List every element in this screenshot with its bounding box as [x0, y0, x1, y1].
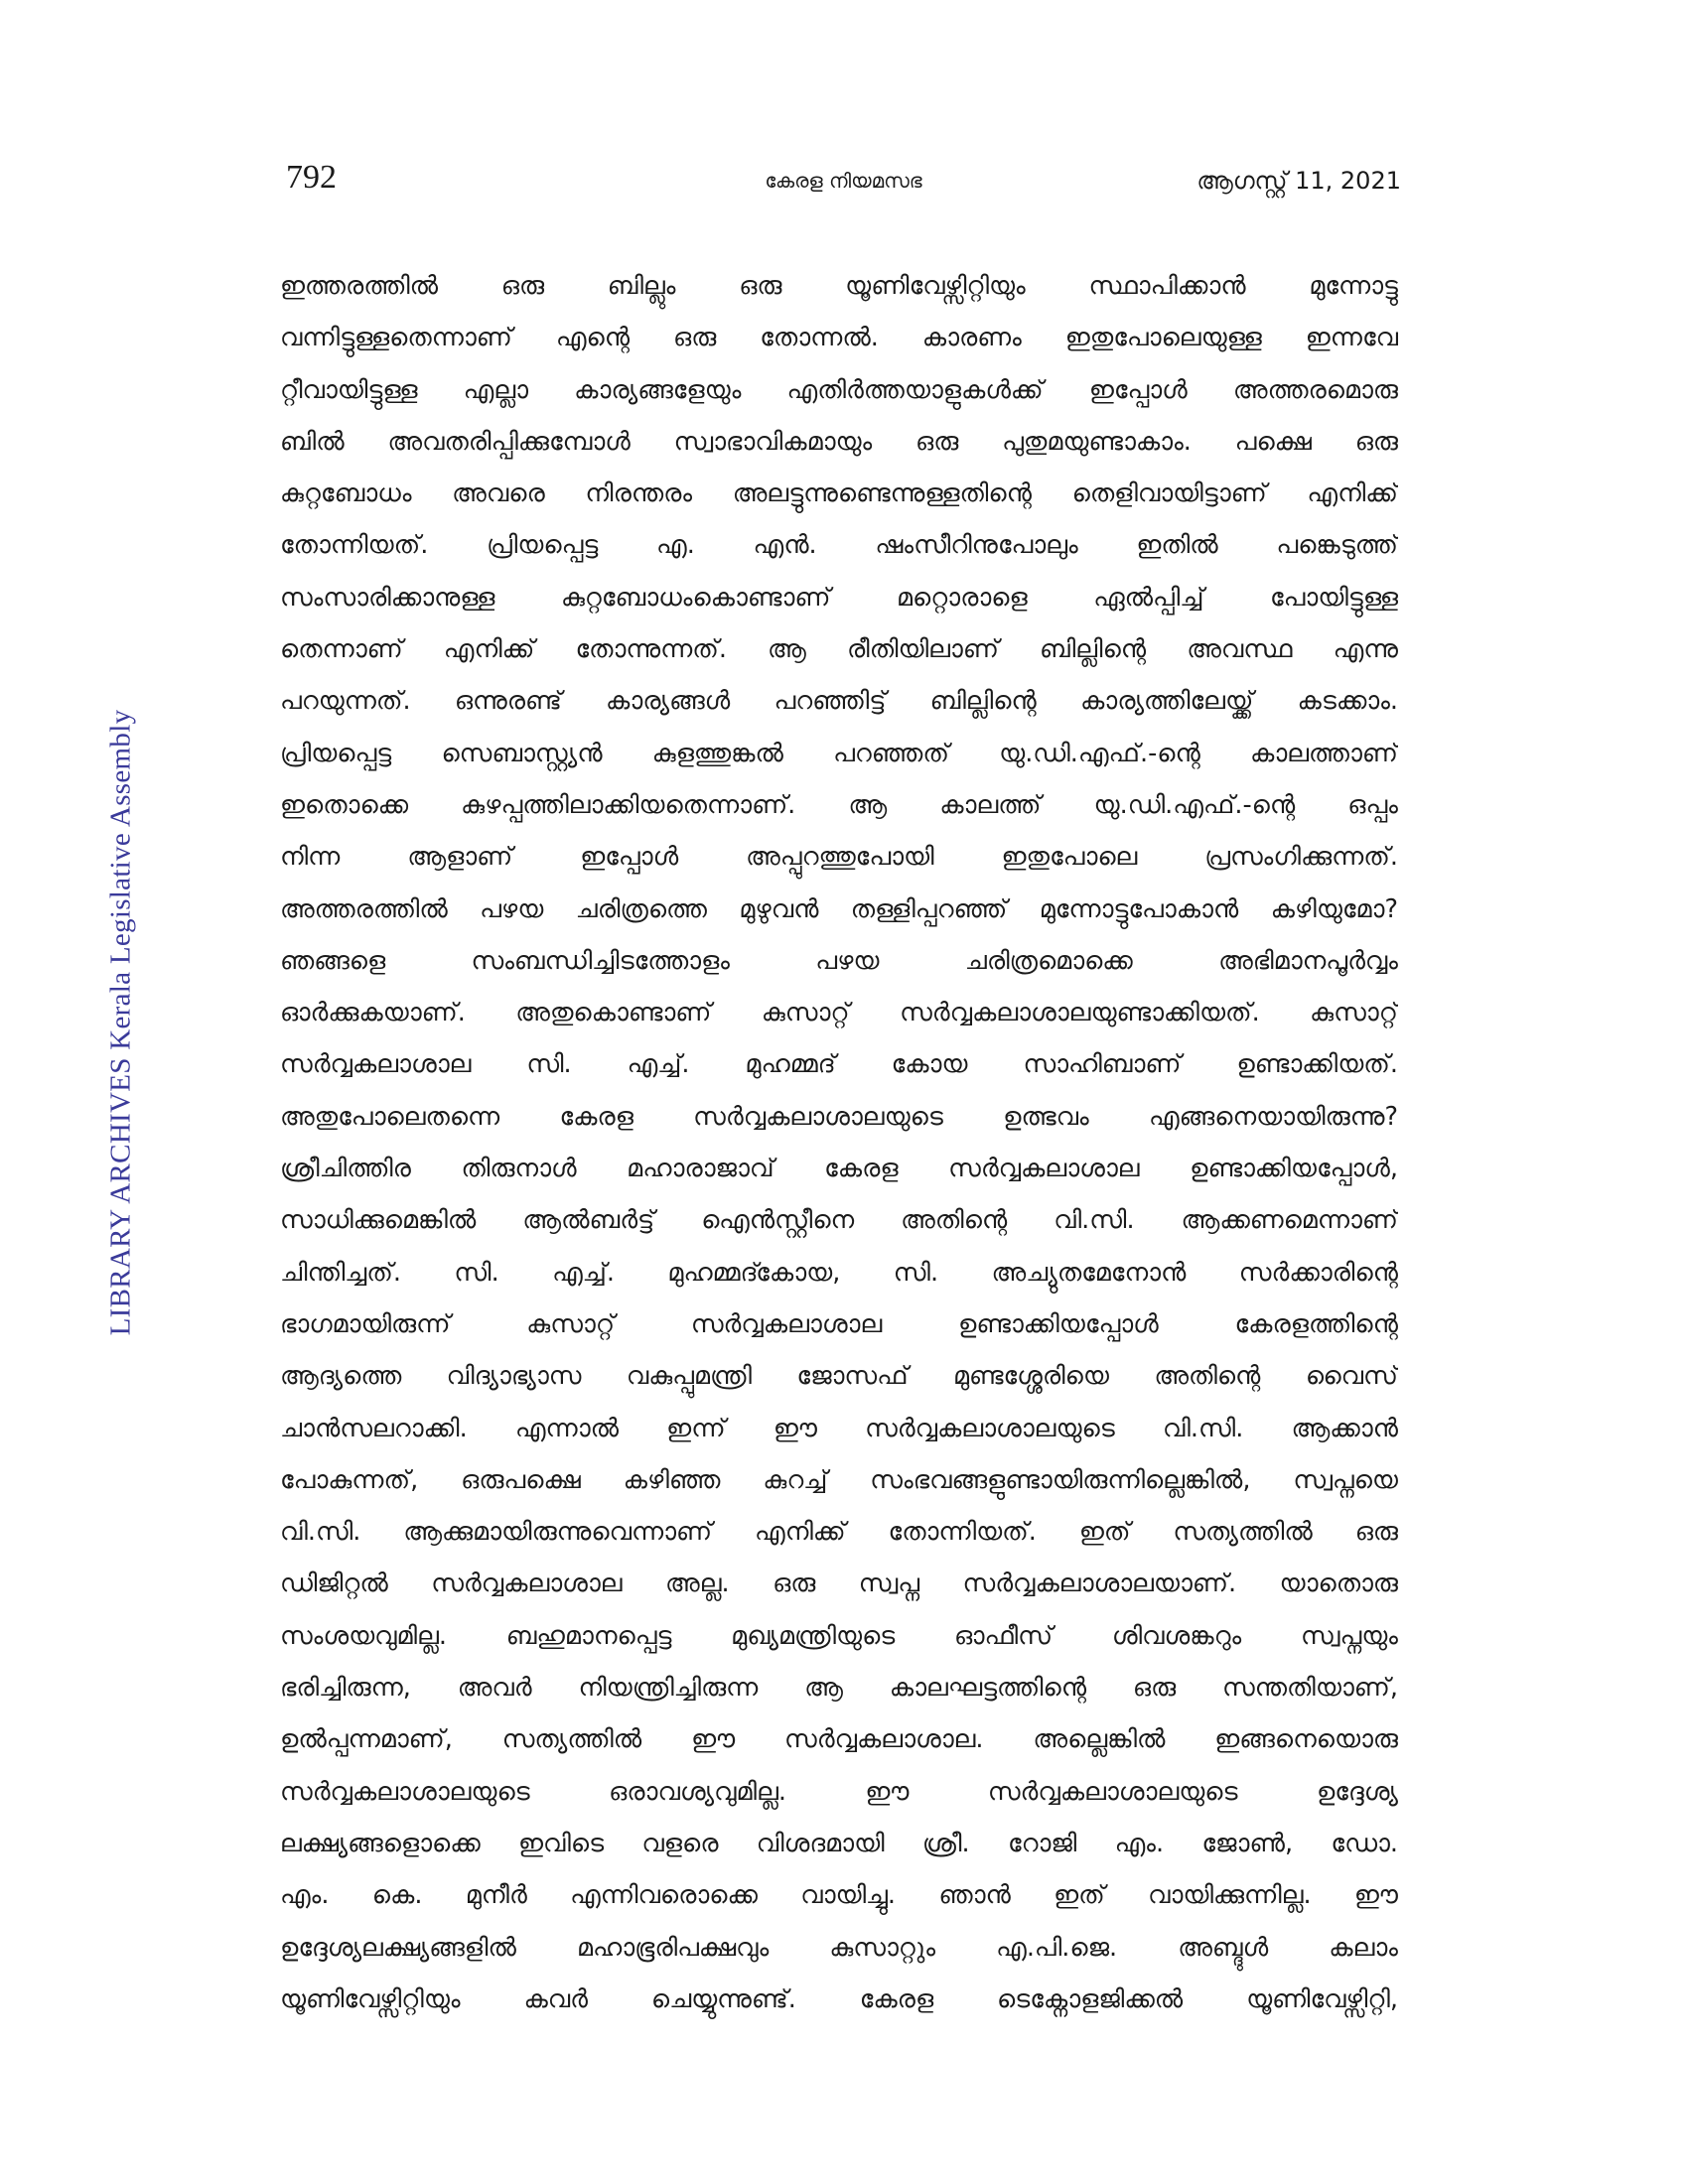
text-line: ഇതൊക്കെ കുഴപ്പത്തിലാക്കിയതെന്നാണ്. ആ കാലത്ത് യു.ഡി.എഫ്.-ന്റെ ഒപ്പം	[280, 789, 1398, 820]
text-line: സർവ്വകലാശാല സി. എച്ച്. മുഹമ്മദ് കോയ സാഹിബാണ് ഉണ്ടാക്കിയത്.	[280, 1049, 1398, 1080]
page-number: 792	[286, 159, 337, 196]
text-line: ഇത്തരത്തിൽ ഒരു ബില്ലും ഒരു യൂണിവേഴ്സിറ്റിയും സ്ഥാപിക്കാൻ മുന്നോട്ടു	[280, 271, 1398, 301]
text-line: അത്തരത്തിൽ പഴയ ചരിത്രത്തെ മുഴുവൻ തള്ളിപ്പറഞ്ഞ് മുന്നോട്ടുപോകാൻ കഴിയുമോ?	[280, 893, 1398, 924]
text-line: സർവ്വകലാശാലയുടെ ഒരാവശ്യവുമില്ല. ഈ സർവ്വകലാശാലയുടെ ഉദ്ദേശ്യ	[280, 1776, 1398, 1807]
text-line: പറയുന്നത്. ഒന്നുരണ്ട് കാര്യങ്ങൾ പറഞ്ഞിട്ട് ബില്ലിന്റെ കാര്യത്തിലേയ്ക്ക് കടക്കാം.	[280, 686, 1398, 717]
text-line: ചാൻസലറാക്കി. എന്നാൽ ഇന്ന് ഈ സർവ്വകലാശാലയുടെ വി.സി. ആക്കാൻ	[280, 1413, 1398, 1443]
text-line: ചിന്തിച്ചത്. സി. എച്ച്. മുഹമ്മദ്കോയ, സി. അച്യുതമേനോൻ സർക്കാരിന്റെ	[280, 1257, 1398, 1288]
text-line: പോകുന്നത്, ഒരുപക്ഷെ കഴിഞ്ഞ കുറച്ച് സംഭവങ്ങളുണ്ടായിരുന്നില്ലെങ്കിൽ, സ്വപ്നയെ	[280, 1464, 1398, 1495]
text-line: സാധിക്കുമെങ്കിൽ ആൽബർട്ട് ഐൻസ്റ്റീനെ അതിന്റെ വി.സി. ആക്കണമെന്നാണ്	[280, 1205, 1398, 1236]
text-line: തെന്നാണ് എനിക്ക് തോന്നുന്നത്. ആ രീതിയിലാണ് ബില്ലിന്റെ അവസ്ഥ എന്നു	[280, 634, 1398, 665]
body-paragraph	[280, 260, 1398, 2025]
text-line: ബിൽ അവതരിപ്പിക്കുമ്പോൾ സ്വാഭാവികമായും ഒരു പുതുമയുണ്ടാകാം. പക്ഷെ ഒരു	[280, 426, 1398, 457]
text-line: ആദ്യത്തെ വിദ്യാഭ്യാസ വകുപ്പുമന്ത്രി ജോസഫ് മുണ്ടശ്ശേരിയെ അതിന്റെ വൈസ്	[280, 1361, 1398, 1392]
text-line: എം. കെ. മുനീർ എന്നിവരൊക്കെ വായിച്ചു. ഞാൻ ഇത് വായിക്കുന്നില്ല. ഈ	[280, 1880, 1398, 1911]
text-line: റ്റീവായിട്ടുള്ള എല്ലാ കാര്യങ്ങളേയും എതിർത്തയാളുകൾക്ക് ഇപ്പോൾ അത്തരമൊരു	[280, 374, 1398, 405]
text-line: ഉൽപ്പന്നമാണ്, സത്യത്തിൽ ഈ സർവ്വകലാശാല. അല്ലെങ്കിൽ ഇങ്ങനെയൊരു	[280, 1724, 1398, 1755]
text-line: പ്രിയപ്പെട്ട സെബാസ്റ്റ്യൻ കുളത്തുങ്കൽ പറഞ്ഞത് യു.ഡി.എഫ്.-ന്റെ കാലത്താണ്	[280, 738, 1398, 768]
text-line: സംശയവുമില്ല. ബഹുമാനപ്പെട്ട മുഖ്യമന്ത്രിയുടെ ഓഫീസ് ശിവശങ്കറും സ്വപ്നയും	[280, 1620, 1398, 1651]
running-title: കേരള നിയമസഭ	[765, 169, 922, 193]
text-line: വന്നിട്ടുള്ളതെന്നാണ് എന്റെ ഒരു തോന്നൽ. കാരണം ഇതുപോലെയുള്ള ഇന്നവേ	[280, 323, 1398, 353]
header-date: ആഗസ്റ്റ് 11, 2021	[1196, 167, 1401, 195]
watermark-text: LIBRARY ARCHIVES Kerala Legislative Assembly	[104, 709, 137, 1336]
text-line: തോന്നിയത്. പ്രിയപ്പെട്ട എ. എൻ. ഷംസീറിനുപോലും ഇതിൽ പങ്കെടുത്ത്	[280, 530, 1398, 561]
text-line: ഞങ്ങളെ സംബന്ധിച്ചിടത്തോളം പഴയ ചരിത്രമൊക്കെ അഭിമാനപൂർവ്വം	[280, 945, 1398, 976]
text-line: അതുപോലെതന്നെ കേരള സർവ്വകലാശാലയുടെ ഉത്ഭവം എങ്ങനെയായിരുന്നു?	[280, 1101, 1398, 1132]
text-line: ഭാഗമായിരുന്ന് കുസാറ്റ് സർവ്വകലാശാല ഉണ്ടാക്കിയപ്പോൾ കേരളത്തിന്റെ	[280, 1308, 1398, 1339]
page-header	[286, 159, 1401, 199]
text-line: ഡിജിറ്റൽ സർവ്വകലാശാല അല്ല. ഒരു സ്വപ്ന സർവ്വകലാശാലയാണ്. യാതൊരു	[280, 1569, 1398, 1599]
text-line: ലക്ഷ്യങ്ങളൊക്കെ ഇവിടെ വളരെ വിശദമായി ശ്രീ. റോജി എം. ജോൺ, ഡോ.	[280, 1828, 1398, 1858]
text-line: ഭരിച്ചിരുന്ന, അവർ നിയന്ത്രിച്ചിരുന്ന ആ കാലഘട്ടത്തിന്റെ ഒരു സന്തതിയാണ്,	[280, 1673, 1398, 1704]
text-line: കുറ്റബോധം അവരെ നിരന്തരം അലട്ടുന്നുണ്ടെന്നുള്ളതിന്റെ തെളിവായിട്ടാണ് എനിക്ക്	[280, 478, 1398, 509]
text-line: ഉദ്ദേശ്യലക്ഷ്യങ്ങളിൽ മഹാഭൂരിപക്ഷവും കുസാറ്റും എ.പി.ജെ. അബ്ദുൾ കലാം	[280, 1932, 1398, 1963]
text-line: ശ്രീചിത്തിര തിരുനാൾ മഹാരാജാവ് കേരള സർവ്വകലാശാല ഉണ്ടാക്കിയപ്പോൾ,	[280, 1154, 1398, 1184]
text-line: നിന്ന ആളാണ് ഇപ്പോൾ അപ്പുറത്തുപോയി ഇതുപോലെ പ്രസംഗിക്കുന്നത്.	[280, 842, 1398, 873]
text-line: ഓർക്കുകയാണ്. അതുകൊണ്ടാണ് കുസാറ്റ് സർവ്വകലാശാലയുണ്ടാക്കിയത്. കുസാറ്റ്	[280, 998, 1398, 1028]
text-line: യൂണിവേഴ്സിറ്റിയും കവർ ചെയ്യുന്നുണ്ട്. കേരള ടെക്നോളജിക്കൽ യൂണിവേഴ്സിറ്റി,	[280, 1983, 1398, 2014]
text-line: വി.സി. ആക്കുമായിരുന്നുവെന്നാണ് എനിക്ക് തോന്നിയത്. ഇത് സത്യത്തിൽ ഒരു	[280, 1517, 1398, 1548]
text-line: സംസാരിക്കാനുള്ള കുറ്റബോധംകൊണ്ടാണ് മറ്റൊരാളെ ഏൽപ്പിച്ച് പോയിട്ടുള്ള	[280, 582, 1398, 613]
